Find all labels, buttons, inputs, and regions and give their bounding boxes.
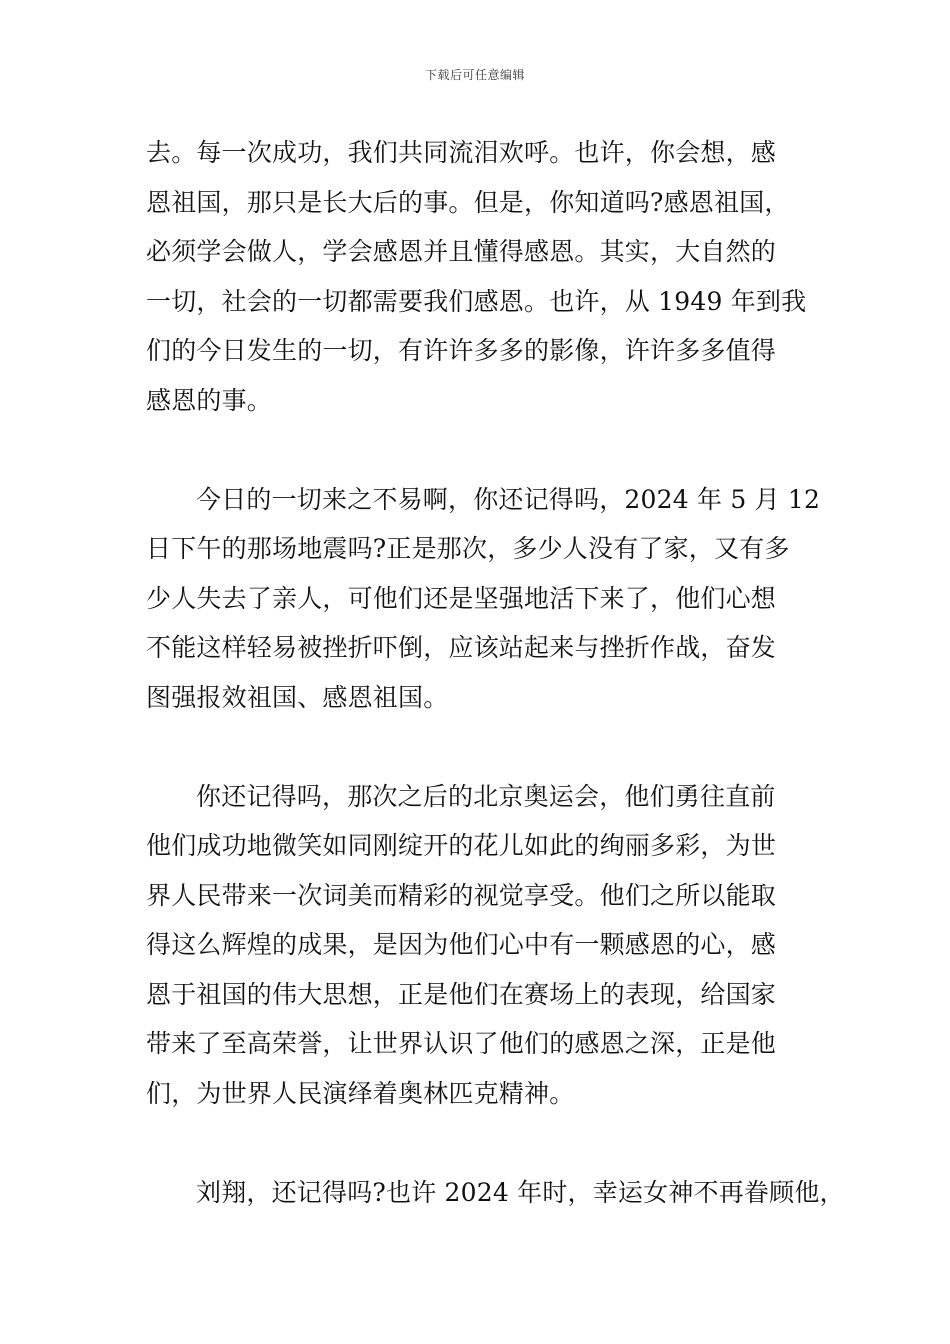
paragraph-line: 们，为世界人民演绎着奥林匹克精神。 (146, 1078, 575, 1108)
paragraph-first-line: 今日的一切来之不易啊，你还记得吗，2024 年 5 月 12 (196, 484, 821, 514)
paragraph-line: 界人民带来一次词美而精彩的视觉享受。他们之所以能取 (146, 880, 777, 910)
paragraph-line: 他们成功地微笑如同刚绽开的花儿如此的绚丽多彩，为世 (146, 831, 777, 860)
paragraph-line: 得这么辉煌的成果，是因为他们心中有一颗感恩的心，感 (146, 930, 777, 959)
paragraph-spacer (146, 425, 812, 475)
paragraph-first-line: 刘翔，还记得吗?也许 2024 年时，幸运女神不再眷顾他， (196, 1177, 845, 1207)
paragraph-spacer (146, 1118, 812, 1168)
paragraph-line: 图强报效祖国、感恩祖国。 (146, 682, 449, 712)
paragraph-3 (146, 772, 812, 1119)
paragraph-line: 带来了至高荣誉，让世界认识了他们的感恩之深，正是他 (146, 1029, 777, 1058)
document-body (146, 128, 845, 1217)
paragraph-first-line: 你还记得吗，那次之后的北京奥运会，他们勇往直前 (196, 781, 776, 811)
paragraph-line: 必须学会做人，学会感恩并且懂得感恩。其实，大自然的 (146, 237, 777, 266)
paragraph-line: 日下午的那场地震吗?正是那次，多少人没有了家，又有多 (146, 534, 790, 563)
paragraph-4 (146, 1168, 845, 1218)
paragraph-line: 去。每一次成功，我们共同流泪欢呼。也许，你会想，感 (146, 138, 777, 167)
paragraph-line: 们的今日发生的一切，有许许多多的影像，许许多多值得 (146, 336, 777, 365)
paragraph-line: 一切，社会的一切都需要我们感恩。也许，从 1949 年到我 (146, 286, 807, 316)
paragraph-2 (146, 475, 821, 723)
paragraph-line: 不能这样轻易被挫折吓倒，应该站起来与挫折作战，奋发 (146, 633, 777, 662)
paragraph-spacer (146, 722, 812, 772)
page-header: 下载后可任意编辑 (424, 68, 525, 82)
paragraph-line: 感恩的事。 (146, 385, 273, 415)
paragraph-1 (146, 128, 812, 425)
paragraph-line: 恩祖国，那只是长大后的事。但是，你知道吗?感恩祖国， (146, 187, 790, 217)
paragraph-line: 恩于祖国的伟大思想，正是他们在赛场上的表现，给国家 (146, 979, 777, 1009)
paragraph-line: 少人失去了亲人，可他们还是坚强地活下来了，他们心想 (146, 583, 777, 613)
